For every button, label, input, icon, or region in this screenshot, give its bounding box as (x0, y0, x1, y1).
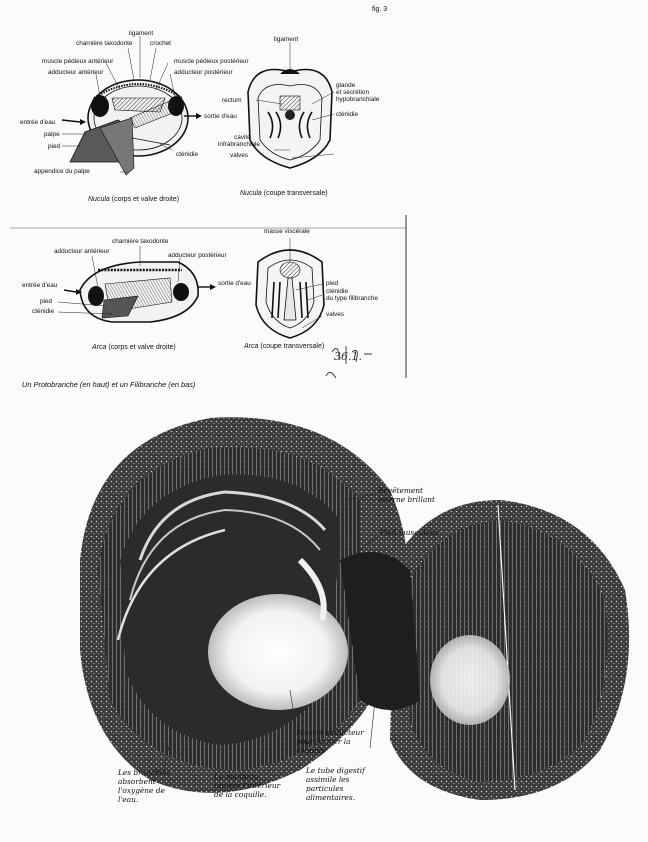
label-adducteur-ant: adducteur antérieur (48, 69, 104, 76)
caption-arca-side-rest: (corps et valve droite) (108, 344, 176, 351)
label-ligament: ligament (129, 30, 154, 37)
label-palpe: palpe (44, 131, 60, 138)
caption-arca-section-rest: (coupe transversale) (260, 343, 325, 350)
caption-nucula-side-rest: (corps et valve droite) (111, 196, 180, 203)
photo-label-revetement: Revêtement interne brillant (378, 486, 435, 504)
photo-label-branchies: Les branchies absorbent l'oxygène de l'eau. (118, 768, 171, 804)
caption-arca-section-name: Arca (244, 343, 259, 350)
photo-label-pied: Pied musculeux (380, 528, 439, 537)
caption-nucula-section-name: Nucula (240, 190, 262, 197)
label-arca-sec-pied: pied (326, 280, 339, 287)
label-rectum: rectum (222, 97, 242, 104)
label-arca-ctenidie: cténidie (32, 308, 55, 315)
label-sec-ligament: ligament (274, 36, 299, 43)
label-arca-sec-valves: valves (326, 311, 345, 318)
label-cavite-2: infrabranchiale (218, 141, 260, 148)
label-pied: pied (48, 143, 61, 150)
caption-nucula-side (88, 196, 179, 203)
label-arca-masse: masse viscérale (264, 228, 310, 235)
label-glande-1: glande (336, 82, 356, 89)
label-glande-3: hypobranchiale (336, 96, 380, 103)
label-entree-eau: entrée d'eau (20, 119, 56, 126)
label-muscle-ped-post: muscle pédieux postérieur (174, 58, 249, 65)
label-appendice: appendice du palpe (34, 168, 90, 175)
label-muscle-ped-ant: muscle pédieux antérieur (42, 58, 114, 65)
caption-nucula-section (240, 190, 328, 197)
label-arca-add-ant: adducteur antérieur (54, 248, 110, 255)
caption-nucula-section-rest: (coupe transversale) (263, 190, 328, 197)
label-cavite-1: cavité (234, 134, 251, 141)
photo-label-manteau: Le manteau tapisse l'intérieur de la coquille. (214, 772, 281, 799)
label-adducteur-post: adducteur postérieur (174, 69, 233, 76)
label-sec-valves: valves (230, 152, 249, 159)
caption-arca-side (92, 344, 176, 351)
photo-label-tube: Le tube digestif assimile les particules alimentaires. (306, 766, 365, 802)
photo-label-muscle: Muscle adducteur pour fermer la coquille (296, 728, 364, 755)
label-charniere: charnière taxodonte (76, 40, 133, 47)
nucula-section-drawing (248, 42, 334, 168)
label-arca-charniere: charnière taxodonte (112, 238, 169, 245)
label-crochet: crochet (150, 40, 171, 47)
label-arca-pied: pied (40, 298, 53, 305)
figure-caption: Un Protobranche (en haut) et un Filibranche (en bas) (22, 380, 196, 389)
caption-arca-section (244, 343, 324, 350)
label-sortie-eau: sortie d'eau (204, 113, 237, 120)
label-sec-ctenidie: cténidie (336, 111, 359, 118)
label-arca-sortie: sortie d'eau (218, 280, 251, 287)
label-arca-add-post: adducteur postérieur (168, 252, 227, 259)
label-arca-entree: entrée d'eau (22, 282, 58, 289)
handwritten-mark: 36.1. (334, 350, 362, 363)
label-ctenidie: cténidie (176, 151, 199, 158)
caption-arca-side-name: Arca (92, 344, 107, 351)
label-arca-sec-ctenidie-1: cténidie (326, 288, 349, 295)
label-arca-sec-ctenidie-2: du type filibranche (326, 295, 378, 302)
label-glande-2: et sécrétion (336, 89, 370, 96)
figure-number: fig. 3 (372, 6, 388, 13)
arca-section-drawing (256, 238, 324, 338)
caption-nucula-side-name: Nucula (88, 196, 110, 203)
